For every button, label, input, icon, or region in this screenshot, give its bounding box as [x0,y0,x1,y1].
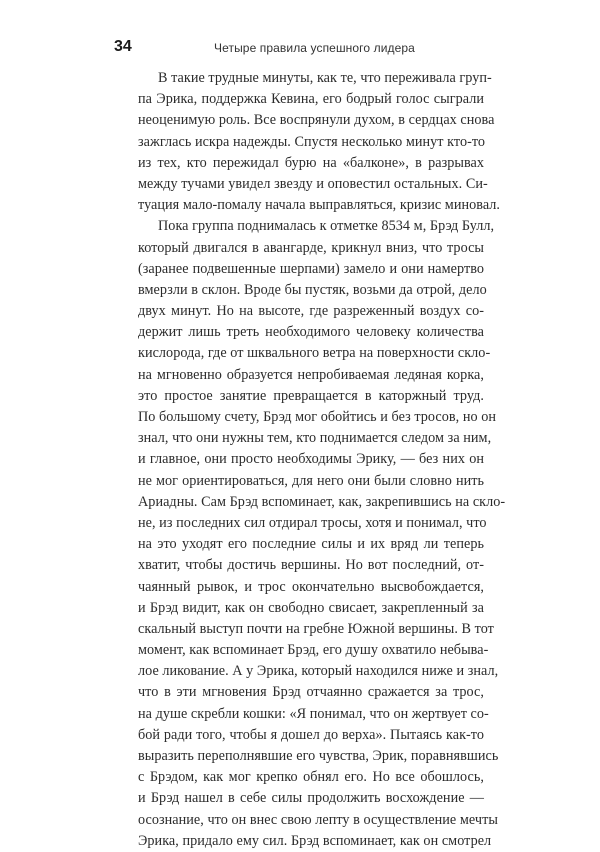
text-line: Пока группа поднималась к отметке 8534 м, Брэд Булл, [158,218,495,235]
text-line: между тучами увидел звезду и оповестил остальных. Си- [138,175,488,192]
text-line: хватит, чтобы достичь вершины. Но вот последний, от- [138,557,484,574]
text-line: лое ликование. А у Эрика, который находился ниже и знал, [138,663,499,680]
text-line: и Брэд нашел в себе силы продолжить восхождение — [138,790,484,807]
text-line: зажглась искра надежды. Спустя несколько минут кто-то [138,133,486,150]
text-line: это простое занятие превращается в каторжный труд. [138,387,484,404]
body-text [138,68,506,852]
text-line: который двигался в авангарде, крикнул вниз, что тросы [138,239,484,256]
text-line: момент, как вспоминает Брэд, его душу охватило небыва- [138,642,489,659]
text-line: По большому счету, Брэд мог обойтись и без тросов, но он [138,409,497,425]
text-line: на это уходят его последние силы и их вряд ли теперь [138,536,484,553]
text-line: не мог ориентироваться, для него они были словно нить [138,472,484,489]
text-line: В такие трудные минуты, как те, что переживала груп- [158,70,492,86]
text-line: не, из последних сил отдирал тросы, хотя и понимал, что [138,514,487,531]
text-line: скальный выступ почти на гребне Южной вершины. В тот [138,620,494,637]
text-line: с Брэдом, как мог крепко обнял его. Но все обошлось, [138,769,484,786]
text-line: бой ради того, чтобы я дошел до верха». Пытаясь как-то [138,726,484,743]
text-line: кислорода, где от шквального ветра на поверхности скло- [138,345,491,362]
text-line: на душе скребли кошки: «Я понимал, что он жертвует со- [138,705,489,722]
text-line: осознание, что он внес свою лепту в осуществление мечты [138,811,498,828]
text-line: что в эти мгновения Брэд отчаянно сражается за трос, [138,684,484,701]
text-line: па Эрика, поддержка Кевина, его бодрый голос сыграли [138,91,484,108]
text-line: (заранее подвешенные шерпами) замело и они намертво [138,260,484,277]
text-line: неоценимую роль. Все воспрянули духом, в сердцах снова [138,112,495,129]
text-line: держит лишь треть необходимого человеку количества [138,324,484,341]
text-line: Эрика, придало ему сил. Брэд вспоминает, как он смотрел [138,832,492,849]
page-number: 34 [114,38,132,55]
page-header [114,38,494,58]
text-line: Ариадны. Сам Брэд вспоминает, как, закрепившись на скло- [138,493,506,510]
text-line: туация мало-помалу начала выправляться, кризис миновал. [138,197,501,214]
text-line: и главное, они просто необходимы Эрику, — без них он [138,451,484,468]
text-line: двух минут. Но на высоте, где разреженный воздух со- [138,303,484,320]
text-line: из тех, кто пережидал бурю на «балконе», в разрывах [138,154,484,171]
running-title: Четыре правила успешного лидера [214,41,415,55]
text-line: на мгновенно образуется непробиваемая ледяная корка, [138,366,484,383]
text-line: чаянный рывок, и трос окончательно высвобождается, [138,578,484,595]
text-line: и Брэд видит, как он свободно свисает, закрепленный за [138,599,484,616]
text-line: вмерзли в склон. Вроде бы пустяк, возьми да отрой, дело [138,281,487,298]
text-line: знал, что они нужны тем, кто поднимается следом за ним, [138,430,492,447]
text-line: выразить переполнявшие его чувства, Эрик, поравнявшись [138,748,499,764]
